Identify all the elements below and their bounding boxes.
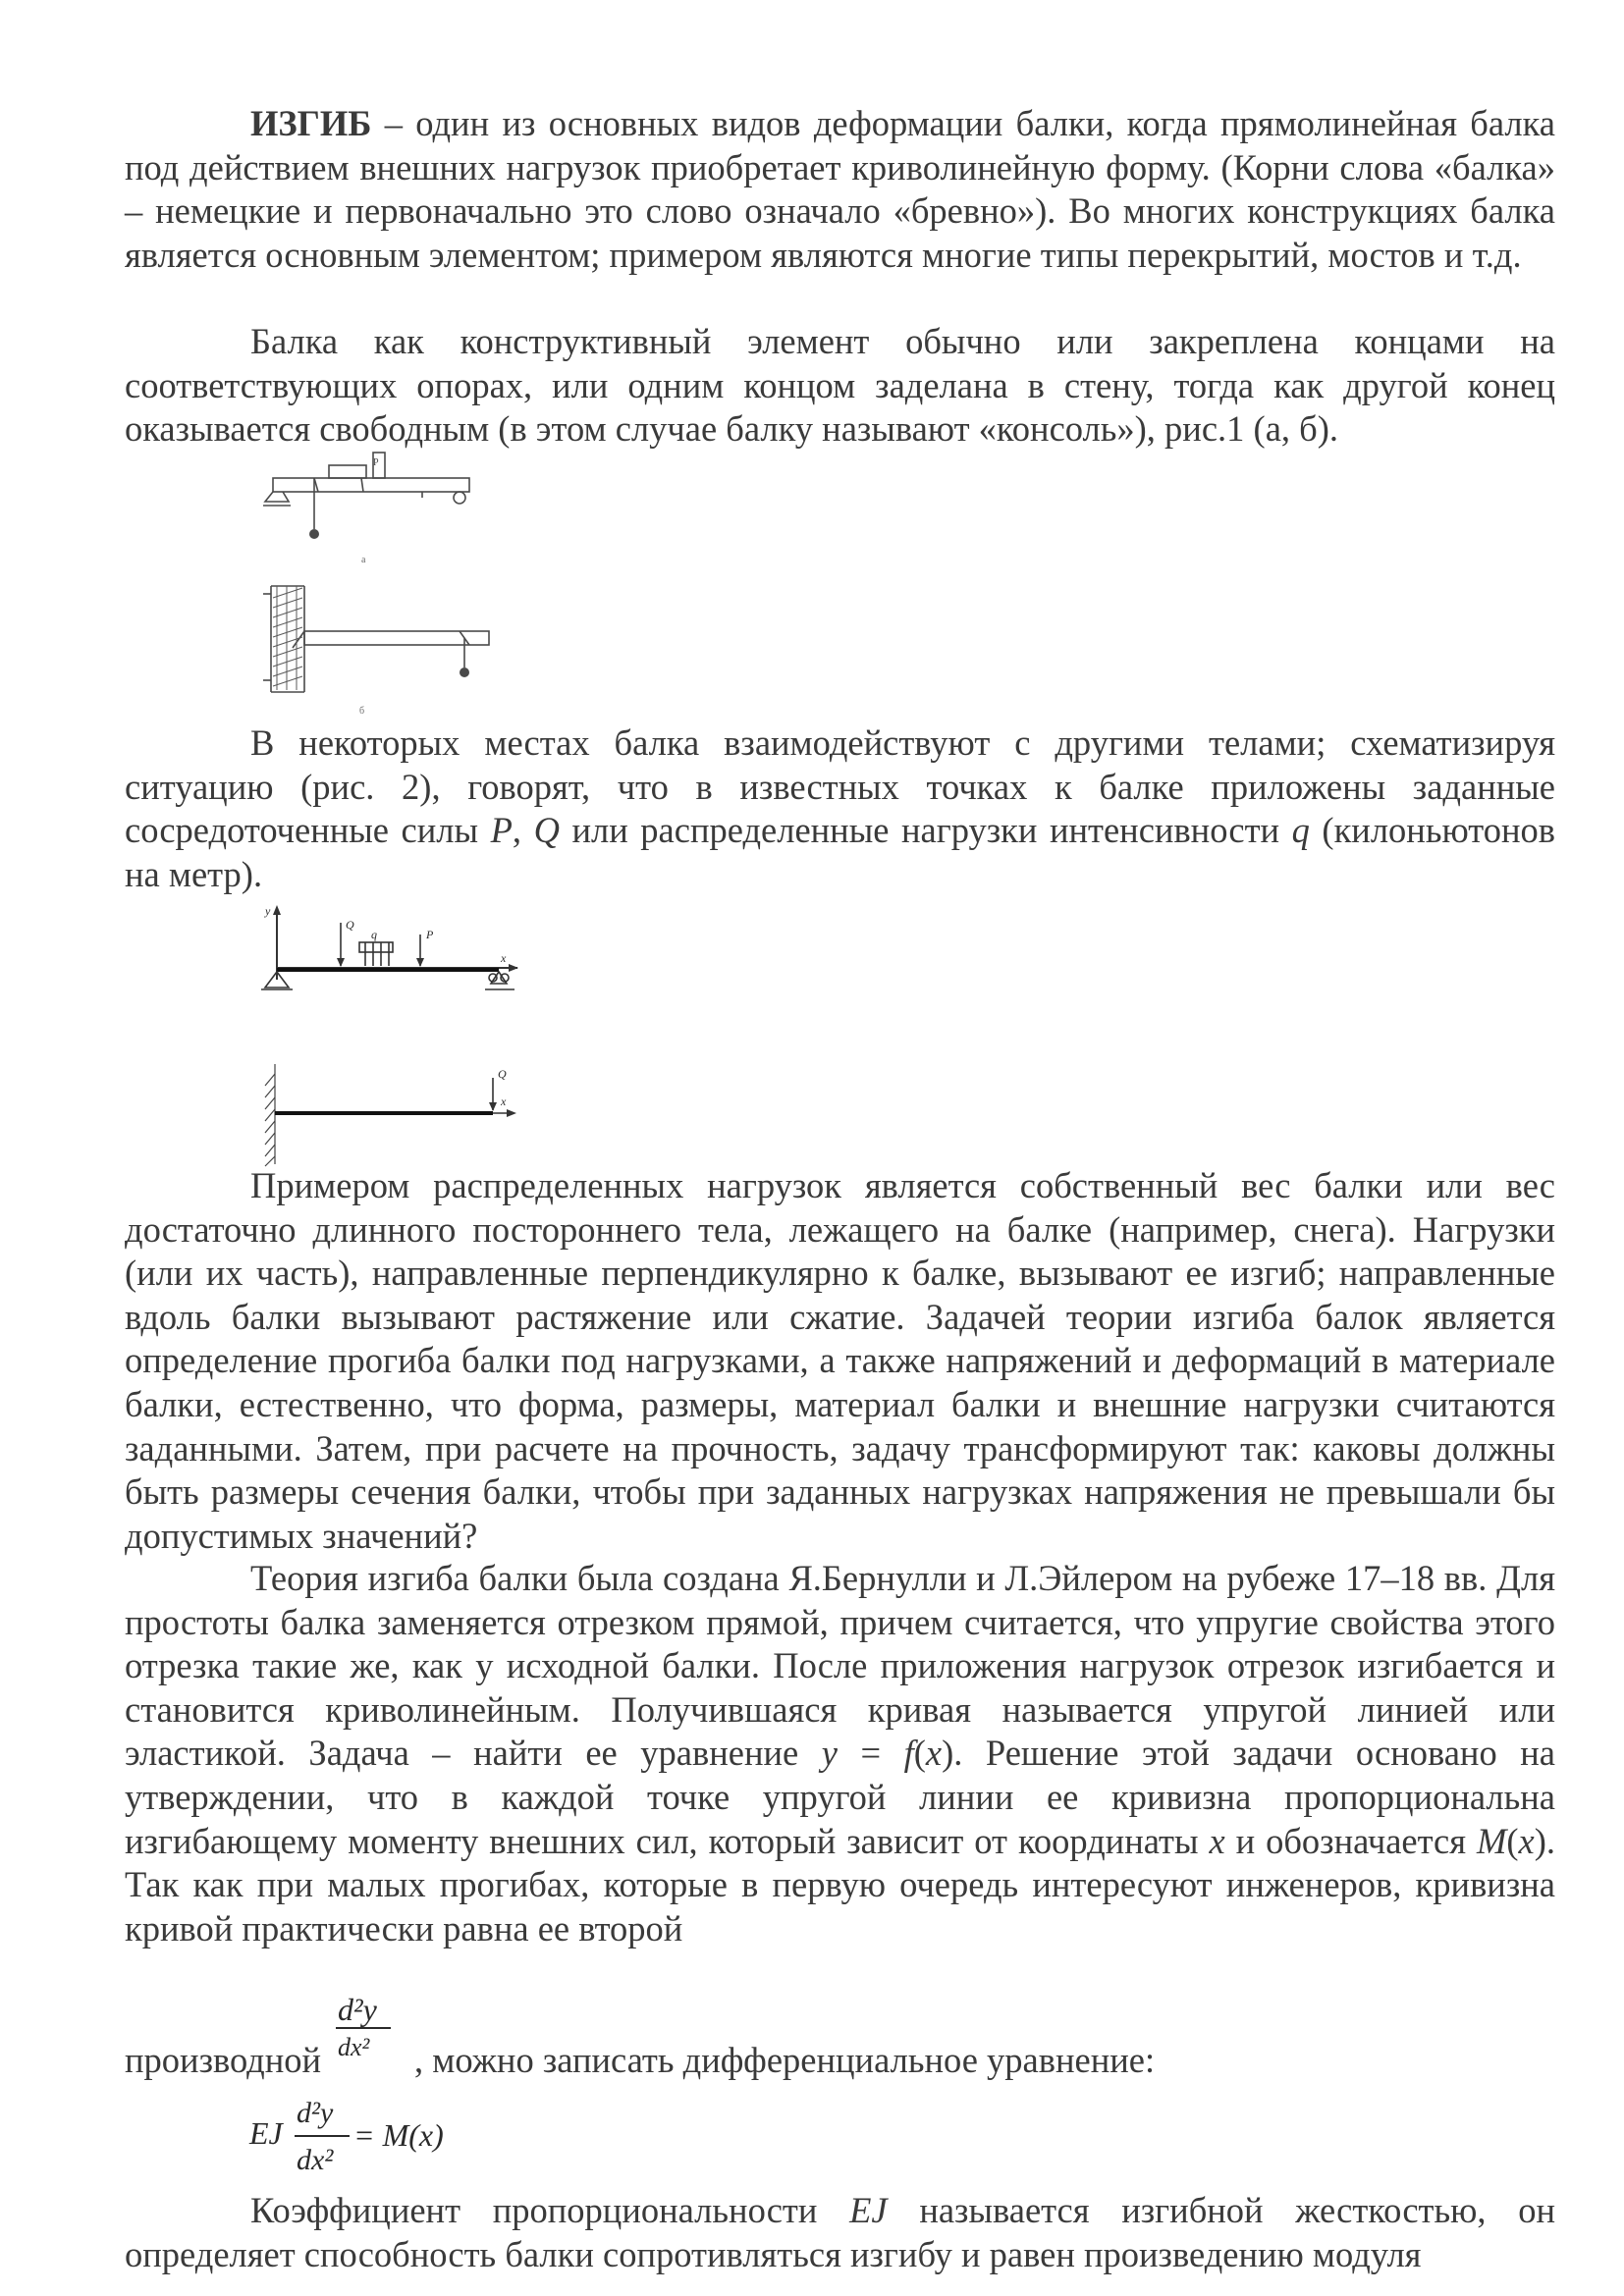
axis-x-label: x — [501, 951, 507, 965]
figure-2-loaded-beam — [257, 901, 532, 999]
paragraph-text: Коэффициент пропорциональности — [250, 2190, 850, 2230]
equation-rhs: = M(x) — [353, 2117, 444, 2153]
paragraph-distributed-loads — [125, 1164, 1555, 1558]
symbol-q: q — [1291, 810, 1310, 851]
paragraph-text: . Решение этой задачи основано на утверждении, что в каждой точке упругой линии ее кривизна пропорциональна изгибающему моменту внешних сил, который зависит от координаты — [125, 1733, 1555, 1861]
paragraph-bending-definition — [125, 102, 1555, 277]
paragraph-text: называется изгибной жесткостью, он определяет способность балки сопротивляться изгибу и равен произведению модуля — [125, 2190, 1555, 2274]
symbol-f: f — [903, 1733, 914, 1774]
equation-EJ: EJ — [249, 2115, 283, 2151]
paragraph-text: и обозначается — [1224, 1820, 1477, 1861]
line-continuation — [414, 2039, 1155, 2083]
line-text: , можно записать дифференциальное уравнение: — [414, 2040, 1156, 2080]
paragraph-beam-supports — [125, 320, 1555, 452]
force-Q-label: Q — [498, 1067, 507, 1081]
figure-label-a: а — [361, 555, 366, 565]
paragraph-bending-theory — [125, 1557, 1555, 1950]
equation-bending — [247, 2089, 483, 2183]
paragraph-text: Примером распределенных нагрузок является собственный вес балки или вес достаточно длинного постороннего тела, лежащего на балке (например, снега). Нагрузки (или их часть), направленные перпендикулярно к балке, вызывают ее изгиб; направленные вдоль балки вызывают растяжение или сжатие. Задачей теории изгиба балок является определение прогиба балки под нагрузками, а также напряжений и деформаций в материале балки, естественно, что форма, размеры, материал балки и внешние нагрузки считаются заданными. Затем, при расчете на прочность, задачу трансформируют так: каковы должны быть размеры сечения балки, чтобы при заданных нагрузках напряжения не превышали бы допустимых значений? — [125, 1165, 1555, 1556]
fraction-denominator: dx² — [338, 2033, 370, 2061]
paragraph-bending-stiffness — [125, 2189, 1555, 2276]
paragraph-text: Теория изгиба балки была создана Я.Бернулли и Л.Эйлером на рубеже 17–18 вв. Для простоты балка заменяется отрезком прямой, причем считается, что упругие свойства этого отрезка такие же, как у исходной балки. После приложения нагрузок отрезок изгибается и становится криволинейным. Получившаяся кривая называется упругой линией или эластикой. Задача – найти ее уравнение — [125, 1558, 1555, 1774]
symbol-EJ: EJ — [849, 2190, 888, 2230]
symbol-equals: = — [837, 1733, 904, 1774]
load-q-label: q — [371, 928, 377, 941]
axis-x-label: x — [501, 1095, 507, 1108]
symbol-x: x — [1209, 1820, 1225, 1861]
symbol-Q: Q — [533, 810, 560, 851]
punctuation: ( — [1506, 1820, 1519, 1861]
symbol-M: M — [1476, 1820, 1507, 1861]
figure-1b-cantilever — [263, 584, 499, 717]
term-bending: ИЗГИБ — [250, 103, 372, 143]
fraction-second-derivative — [330, 1987, 399, 2075]
figure-3-cantilever-end-load — [257, 1062, 532, 1170]
symbol-P: P — [490, 810, 513, 851]
fraction-numerator: d²y — [338, 1992, 377, 2027]
paragraph-text: (килоньютонов на метр). — [125, 810, 1556, 894]
symbol-x: x — [925, 1733, 943, 1774]
figure-1a-supported-beam — [263, 447, 479, 564]
force-P-label: P — [426, 928, 434, 941]
paragraph-concentrated-forces — [125, 721, 1555, 896]
symbol-x: x — [1518, 1820, 1535, 1861]
paragraph-text: . Так как при малых прогибах, которые в первую очередь интересуют инженеров, кривизна кривой практически равна ее второй — [125, 1820, 1555, 1949]
axis-y-label: y — [265, 904, 271, 918]
force-Q-label: Q — [346, 918, 354, 932]
paragraph-text: Балка как конструктивный элемент обычно или закреплена концами на соответствующих опорах, или одним концом заделана в стену, тогда как другой конец оказывается свободным (в этом случае балку называют «консоль»), рис.1 (а, б). — [125, 321, 1555, 450]
paragraph-text: В некоторых местах балка взаимодействуют с другими телами; схематизируя ситуацию (рис. 2), говорят, что в известных точках к балке приложены заданные сосредоточенные силы — [125, 722, 1555, 851]
punctuation: , — [512, 810, 534, 851]
figure-label-b: б — [359, 706, 365, 717]
paragraph-text: – один из основных видов деформации балки, когда прямолинейная балка под действием внешних нагрузок приобретает криволинейную форму. (Корни слова «балка» – немецкие и первоначально это слово означало «бревно»). Во многих конструкциях балка является основным элементом; примером являются многие типы перекрытий, мостов и т.д. — [125, 103, 1555, 275]
punctuation: ) — [1534, 1820, 1546, 1861]
equation-denominator: dx² — [297, 2144, 334, 2176]
load-label: P — [373, 457, 379, 468]
punctuation: ( — [913, 1733, 926, 1774]
paragraph-text: или распределенные нагрузки интенсивности — [559, 810, 1292, 851]
line-second-derivative — [125, 2039, 321, 2083]
line-text: производной — [125, 2040, 322, 2080]
symbol-y: y — [821, 1733, 838, 1774]
equation-numerator: d²y — [297, 2097, 334, 2129]
punctuation: ) — [942, 1733, 954, 1774]
